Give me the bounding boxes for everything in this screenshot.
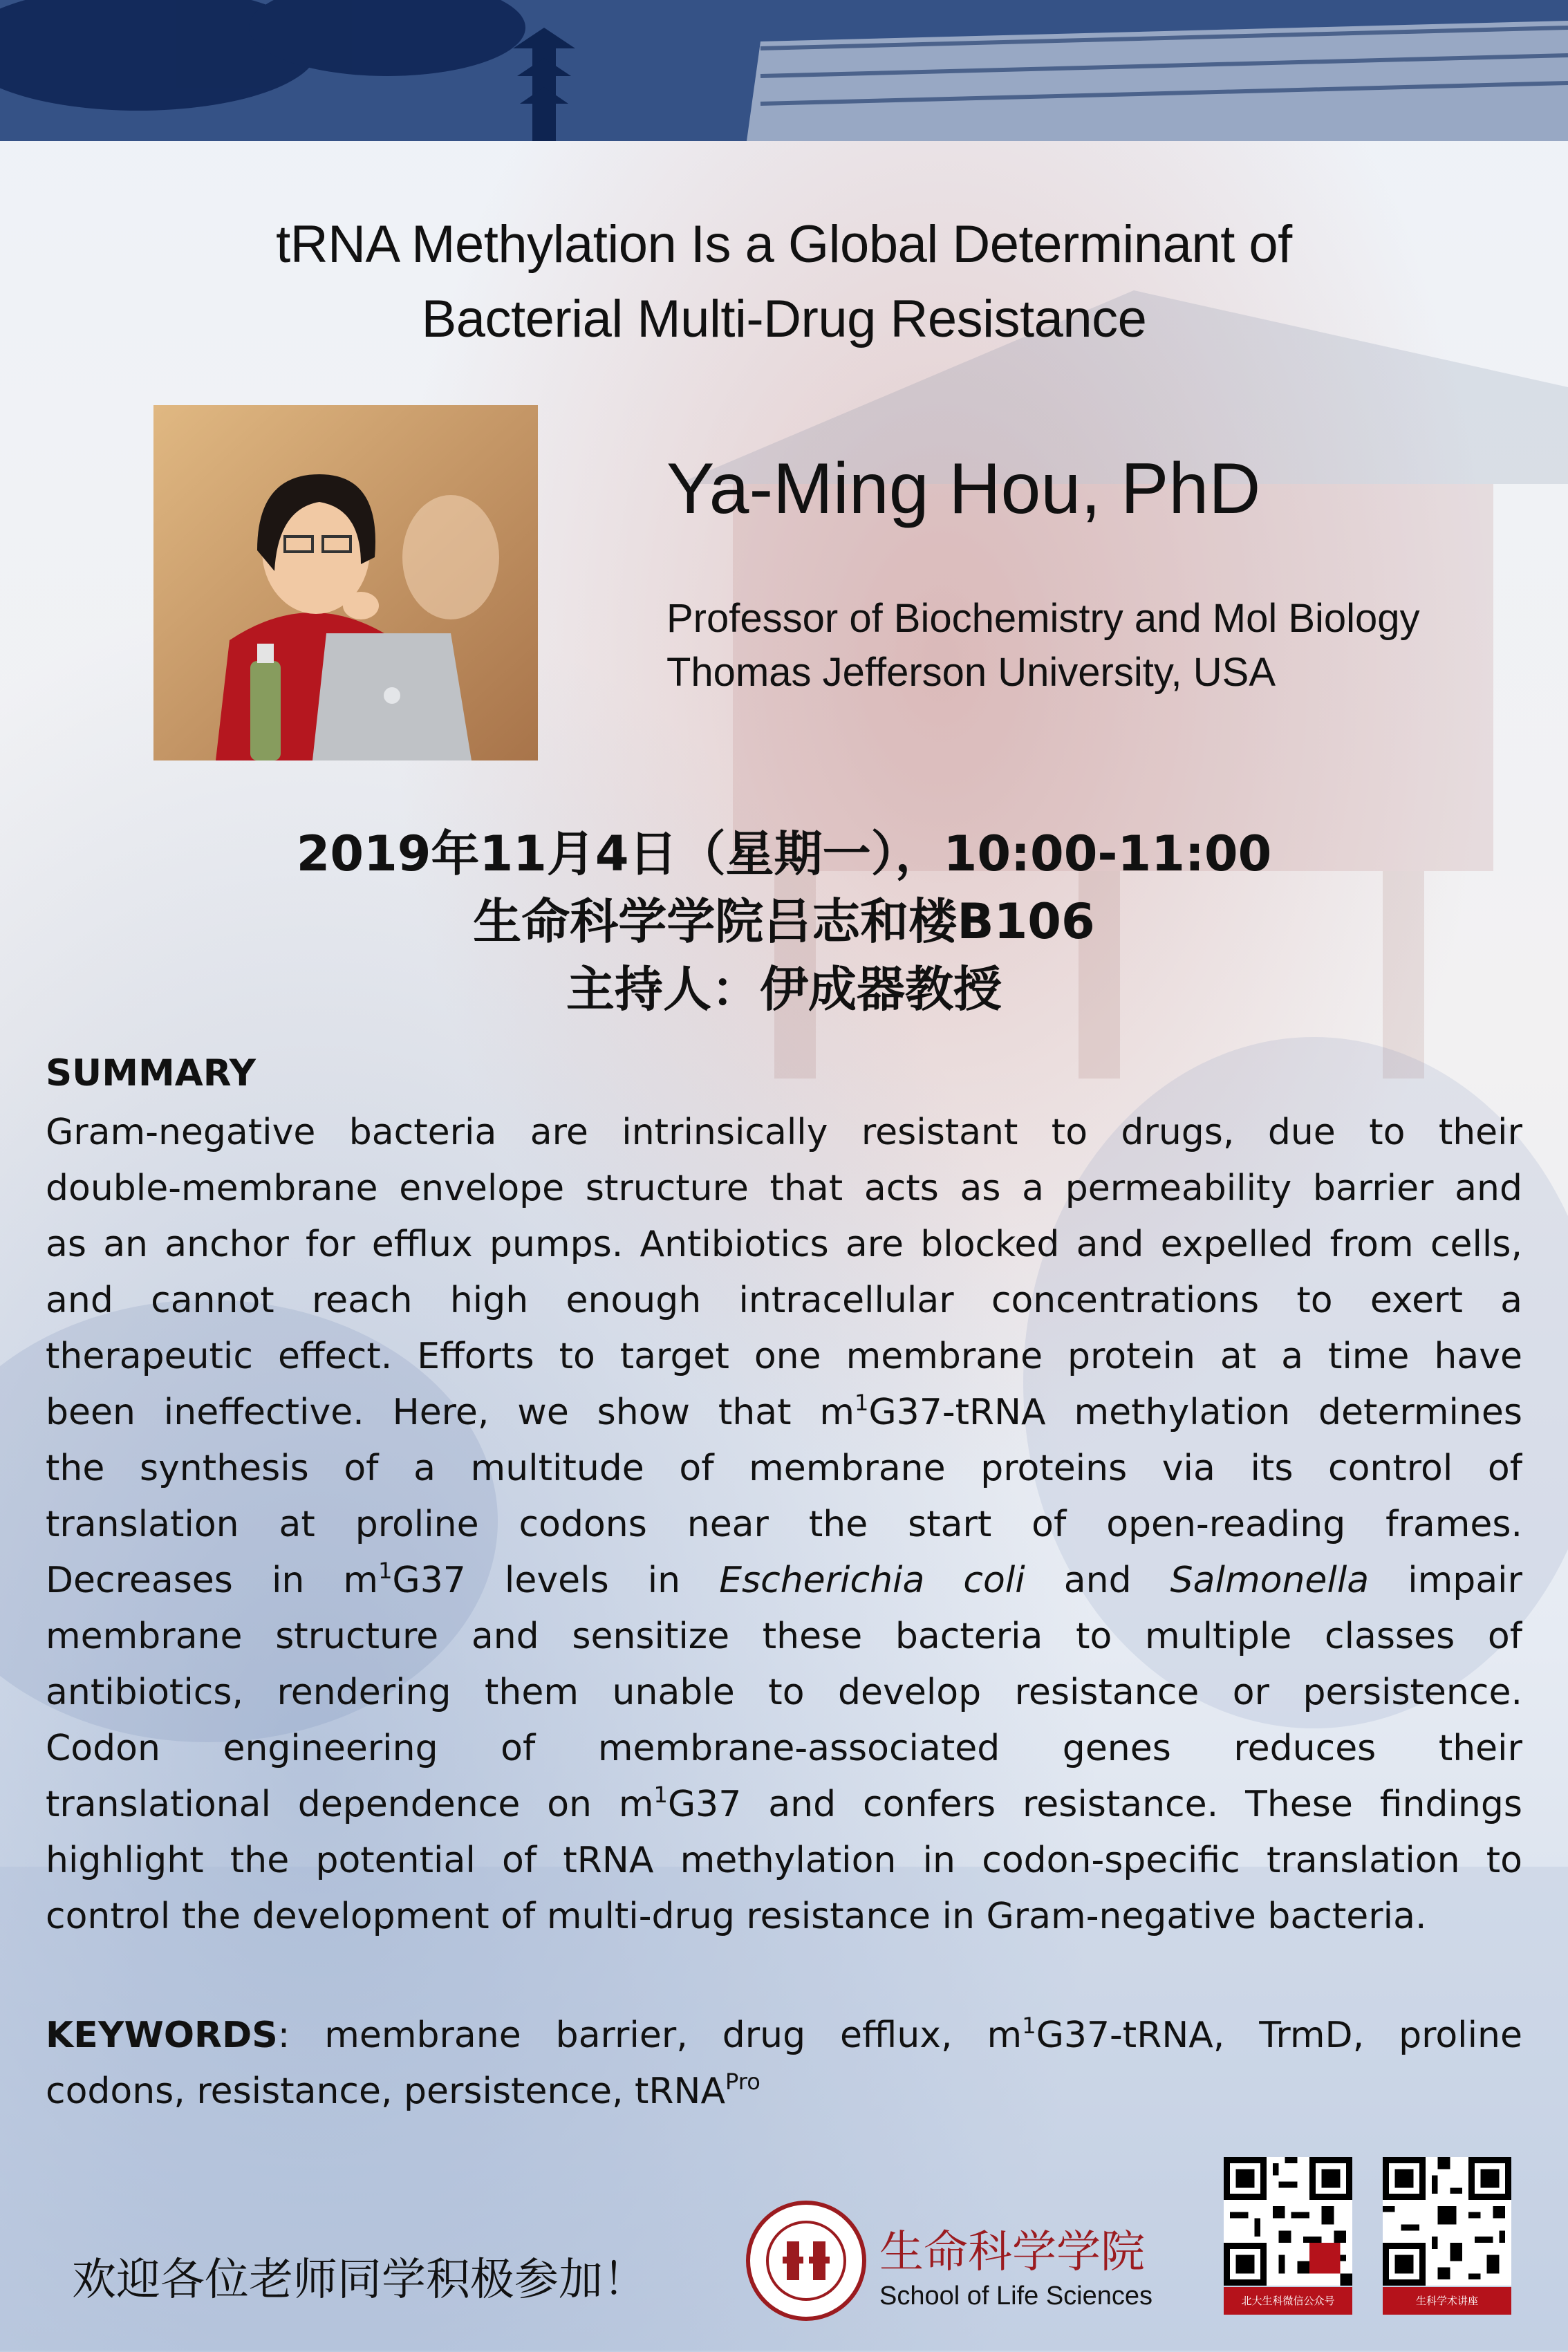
summary-text: G37 and confers resistance. These findings (667, 1784, 1522, 1825)
peking-university-logo (744, 2199, 868, 2323)
school-name-english: School of Life Sciences (879, 2281, 1153, 2311)
keywords-label: KEYWORDS (46, 2015, 278, 2056)
keywords-text: G37-tRNA, TrmD, proline (1036, 2015, 1522, 2056)
summary-text: been ineffective. Here, we show that m (46, 1392, 855, 1433)
welcome-message: 欢迎各位老师同学积极参加！ (72, 2255, 647, 2306)
summary-line: control the development of multi-drug resistance in Gram-negative bacteria. (46, 1896, 1427, 1937)
talk-title-line1: tRNA Methylation Is a Global Determinant of (276, 215, 1292, 274)
keywords-line (46, 2064, 1522, 2120)
summary-text: G37 levels in (392, 1560, 720, 1601)
summary-text: and (1025, 1560, 1170, 1601)
event-host: 主持人：伊成器教授 (566, 961, 1002, 1018)
keywords-text: : membrane barrier, drug efflux, m (277, 2015, 1023, 2056)
school-name-chinese: 生命科学学院 (879, 2227, 1145, 2278)
summary-line (46, 1385, 1522, 1441)
summary-text: translational dependence on m (46, 1784, 654, 1825)
keywords (46, 2008, 1522, 2120)
keywords-line (46, 2008, 1522, 2064)
summary-line: membrane structure and sensitize these bacteria to multiple classes of (46, 1616, 1522, 1657)
talk-title (104, 207, 1464, 357)
summary-line: Codon engineering of membrane-associated genes reduces their (46, 1728, 1522, 1769)
species-name: Salmonella (1170, 1560, 1370, 1601)
keywords-text: codons, resistance, persistence, tRNA (46, 2071, 726, 2112)
species-name: Escherichia coli (719, 1560, 1025, 1601)
superscript: 1 (855, 1390, 869, 1416)
lecture-qr-code[interactable] (1383, 2157, 1511, 2286)
event-info (0, 820, 1568, 1023)
summary-line: as an anchor for efflux pumps. Antibiotics are blocked and expelled from cells, (46, 1224, 1522, 1265)
superscript: 1 (1022, 2013, 1036, 2039)
summary-line: double-membrane envelope structure that acts as a permeability barrier and (46, 1168, 1522, 1209)
wechat-qr-code[interactable] (1224, 2157, 1352, 2286)
speaker-photo (153, 405, 538, 760)
talk-title-line2: Bacterial Multi-Drug Resistance (421, 290, 1147, 348)
summary-line: and cannot reach high enough intracellular concentrations to exert a (46, 1280, 1522, 1321)
summary-line: therapeutic effect. Efforts to target one membrane protein at a time have (46, 1336, 1522, 1377)
speaker-position: Professor of Biochemistry and Mol Biology (666, 596, 1420, 641)
summary-line: the synthesis of a multitude of membrane proteins via its control of (46, 1448, 1522, 1489)
speaker-institution: Thomas Jefferson University, USA (666, 650, 1276, 695)
event-venue: 生命科学学院吕志和楼B106 (473, 893, 1095, 950)
summary-line (46, 1553, 1522, 1609)
summary-text: G37-tRNA methylation determines (868, 1392, 1522, 1433)
summary-line: translation at proline codons near the start of open-reading frames. (46, 1504, 1522, 1545)
wechat-qr-caption: 北大生科微信公众号 (1224, 2287, 1352, 2315)
event-datetime: 2019年11月4日（星期一），10:00-11:00 (296, 825, 1272, 882)
summary-line: antibiotics, rendering them unable to develop resistance or persistence. (46, 1672, 1522, 1713)
speaker-affiliation (666, 592, 1420, 700)
superscript: 1 (653, 1782, 668, 1808)
top-banner-image (0, 0, 1568, 141)
superscript: Pro (725, 2069, 760, 2095)
summary-text: impair (1369, 1560, 1522, 1601)
lecture-qr-caption: 生科学术讲座 (1383, 2287, 1511, 2315)
summary-line (46, 1777, 1522, 1833)
summary-line: Gram-negative bacteria are intrinsically resistant to drugs, due to their (46, 1112, 1522, 1153)
summary-text: Decreases in m (46, 1560, 379, 1601)
summary-line: highlight the potential of tRNA methylation in codon-specific translation to (46, 1840, 1522, 1881)
summary-body (46, 1105, 1522, 1945)
speaker-name: Ya-Ming Hou, PhD (666, 449, 1261, 529)
superscript: 1 (378, 1558, 393, 1584)
summary-heading: SUMMARY (46, 1052, 256, 1094)
